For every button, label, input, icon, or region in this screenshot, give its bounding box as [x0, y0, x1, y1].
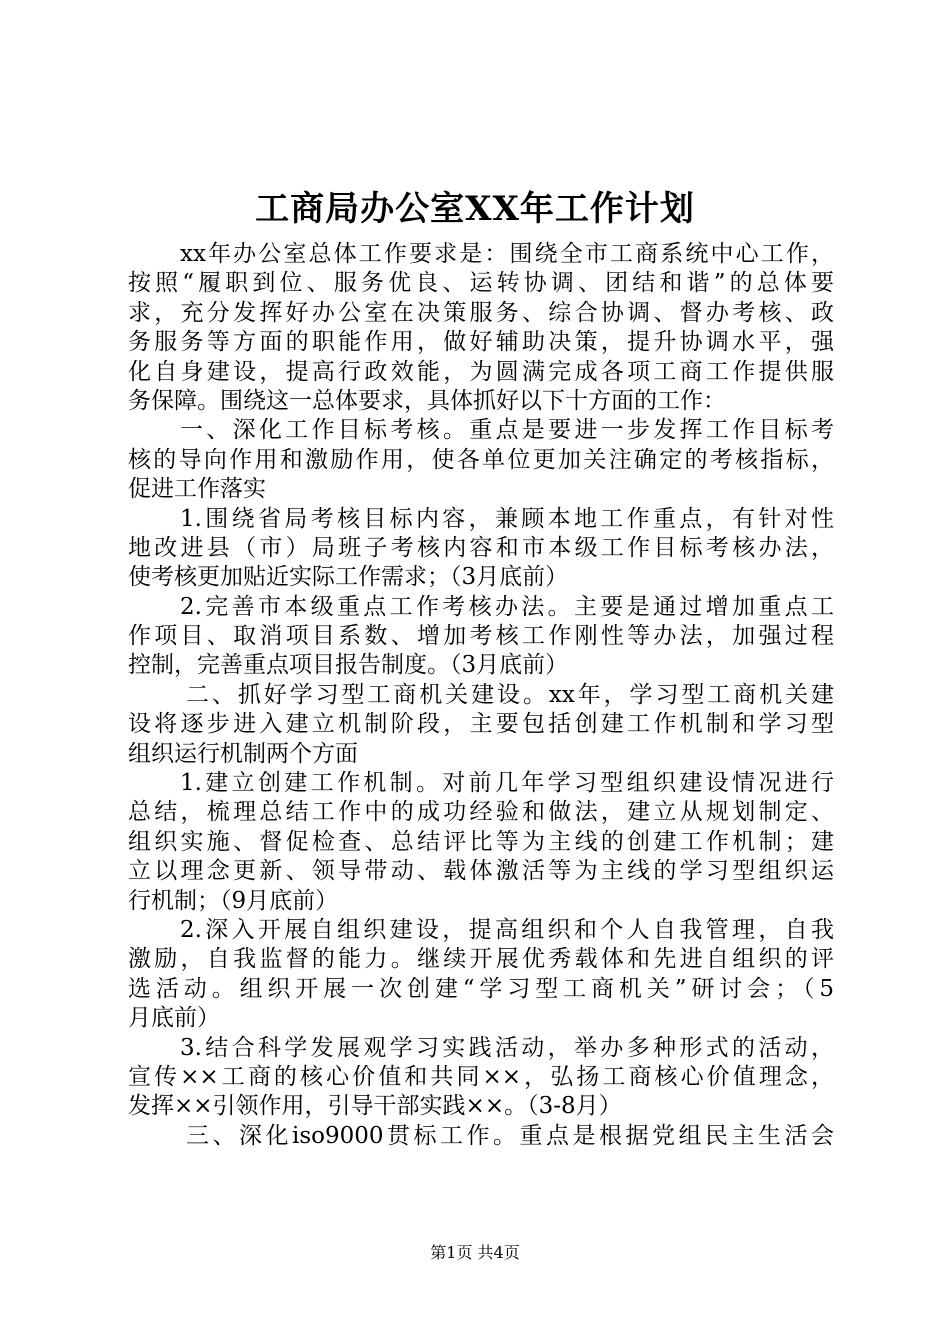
body-line: 控制，完善重点项目报告制度。（3月底前） [128, 652, 569, 679]
body-line: 化自身建设，提高行政效能，为圆满完成各项工商工作提供服 [128, 358, 834, 385]
body-line: 促进工作落实 [128, 476, 266, 503]
body-line: 组织实施、督促检查、总结评比等为主线的创建工作机制；建 [128, 828, 834, 855]
body-line: 核的导向作用和激励作用，使各单位更加关注确定的考核指标， [128, 446, 834, 473]
page-footer: 第1页 共4页 [430, 1243, 520, 1262]
body-line: 总结，梳理总结工作中的成功经验和做法，建立从规划制定、 [128, 799, 834, 826]
body-line: 1.建立创建工作机制。对前几年学习型组织建设情况进行 [180, 770, 834, 797]
body-line: 激励，自我监督的能力。继续开展优秀载体和先进自组织的评 [128, 946, 834, 973]
body-line: 立以理念更新、领导带动、载体激活等为主线的学习型组织运 [128, 858, 834, 885]
body-line: 发挥××引领作用，引导干部实践××。（3-8月） [128, 1093, 622, 1120]
body-line: 使考核更加贴近实际工作需求；（3月底前） [128, 564, 569, 591]
body-line: 作项目、取消项目系数、增加考核工作刚性等办法，加强过程 [128, 623, 834, 650]
body-line: 求，充分发挥好办公室在决策服务、综合协调、督办考核、政 [128, 299, 834, 326]
body-line: 1.围绕省局考核目标内容，兼顾本地工作重点，有针对性 [180, 505, 834, 532]
document-title: 工商局办公室XX年工作计划 [255, 189, 695, 229]
body-line: 行机制；（9月底前） [128, 887, 339, 914]
body-line: 月底前） [128, 1005, 220, 1032]
body-line: 按照“履职到位、服务优良、运转协调、团结和谐”的总体要 [128, 270, 834, 297]
body-line: 二、抓好学习型工商机关建设。xx年，学习型工商机关建 [186, 681, 834, 708]
body-line: 地改进县（市）局班子考核内容和市本级工作目标考核办法， [128, 534, 834, 561]
document-body [128, 240, 834, 1151]
body-line: 三、深化iso9000贯标工作。重点是根据党组民主生活会 [186, 1122, 834, 1149]
body-line: 务保障。围绕这一总体要求，具体抓好以下十方面的工作： [128, 387, 726, 414]
body-line: 宣传××工商的核心价值和共同××，弘扬工商核心价值理念， [128, 1063, 834, 1090]
body-line: 设将逐步进入建立机制阶段，主要包括创建工作机制和学习型 [128, 711, 834, 738]
body-line: 2.深入开展自组织建设，提高组织和个人自我管理，自我 [180, 916, 834, 943]
body-line: 一、深化工作目标考核。重点是要进一步发挥工作目标考 [180, 417, 834, 444]
body-line: 2.完善市本级重点工作考核办法。主要是通过增加重点工 [180, 593, 834, 620]
body-line: 选活动。组织开展一次创建“学习型工商机关”研讨会；（5 [128, 975, 834, 1002]
body-line: 组织运行机制两个方面 [128, 740, 358, 767]
body-line: 3.结合科学发展观学习实践活动，举办多种形式的活动， [180, 1034, 834, 1061]
body-line: xx年办公室总体工作要求是：围绕全市工商系统中心工作， [180, 241, 834, 267]
body-line: 务服务等方面的职能作用，做好辅助决策，提升协调水平，强 [128, 329, 834, 356]
